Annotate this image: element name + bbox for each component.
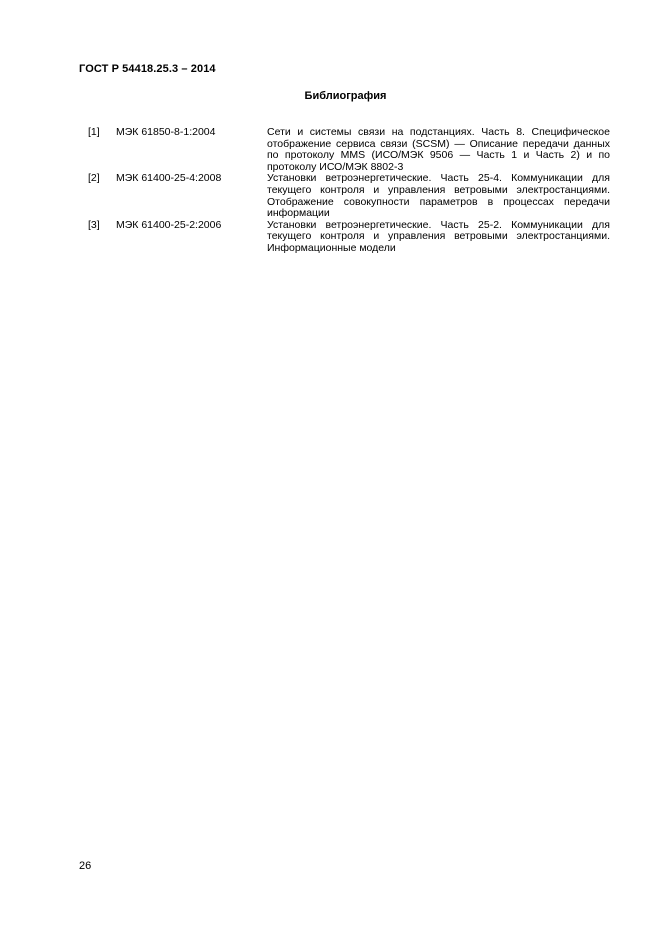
bibliography-entry-1 <box>88 127 610 173</box>
entry-reference: МЭК 61400-25-2:2006 <box>116 218 222 231</box>
entry-reference: МЭК 61850-8-1:2004 <box>116 126 216 138</box>
entry-number: [3] <box>88 218 100 231</box>
entry-number: [1] <box>88 126 100 138</box>
bibliography-list <box>88 127 610 255</box>
bibliography-title: Библиография <box>304 90 387 102</box>
page-number: 26 <box>79 860 92 872</box>
entry-description: Сети и системы связи на подстанциях. Часть 8. Специфическое отображение сервиса связи (SCSM) — Описание передачи данных по протоколу MMS (ИСО/МЭК 9506 — Часть 1 и Часть 2) и по протоколу ИСО/МЭК 8802-3 <box>267 126 610 173</box>
entry-description: Установки ветроэнергетические. Часть 25-4. Коммуникации для текущего контроля и управления ветровыми электростанциями. Отображение совокупности параметров в процессах передачи информации <box>267 172 610 220</box>
entry-reference: МЭК 61400-25-4:2008 <box>116 172 222 185</box>
entry-description: Установки ветроэнергетические. Часть 25-2. Коммуникации для текущего контроля и управления ветровыми электростанциями. Информационные модели <box>267 218 610 254</box>
entry-number: [2] <box>88 172 100 185</box>
bibliography-entry-2 <box>88 173 610 219</box>
document-code: ГОСТ Р 54418.25.3 – 2014 <box>79 63 216 75</box>
bibliography-entry-3 <box>88 220 610 255</box>
